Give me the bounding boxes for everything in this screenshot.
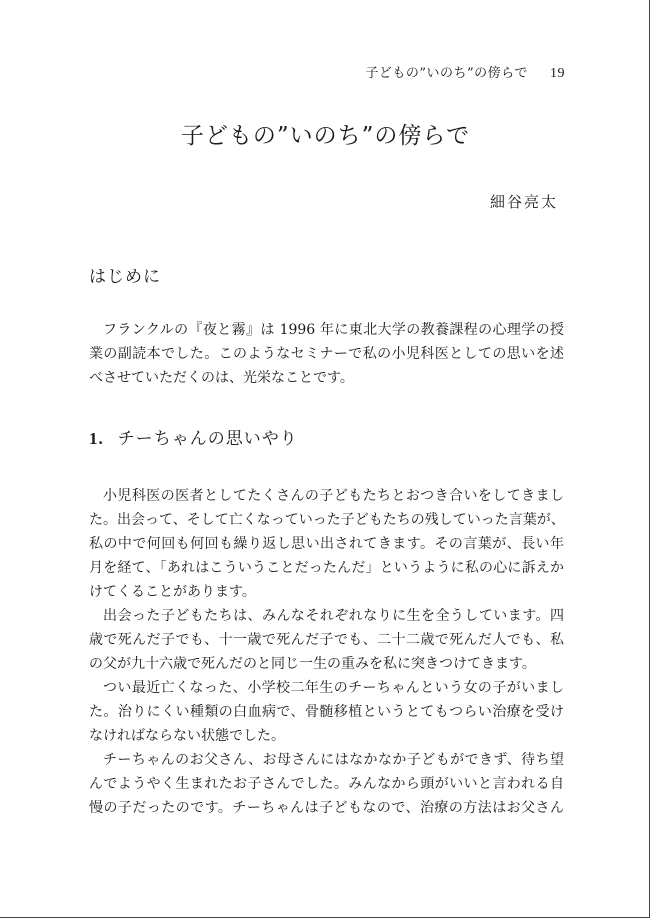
paragraph-1-2 (89, 604, 564, 676)
section-number: 1. (89, 429, 104, 448)
page-number: 19 (550, 66, 565, 81)
section-heading-1 (89, 424, 298, 449)
paragraph-line: んでようやく生まれたお子さんでした。みんなから頭がいいと言われる自 (89, 776, 564, 792)
section-heading-text: はじめに (89, 267, 161, 287)
section-heading-text: チーちゃんの思いやり (117, 429, 298, 449)
paragraph-line: た。出会って、そして亡くなっていった子どもたちの残していった言葉が、 (89, 512, 565, 528)
paragraph-line: つい最近亡くなった、小学校二年生のチーちゃんという女の子がいまし (103, 680, 564, 696)
paragraph-line: 出会った子どもたちは、みんなそれぞれなりに生を全うしています。四 (103, 608, 564, 624)
running-head (365, 62, 565, 82)
paragraph-line: 小児科医の医者としてたくさんの子どもたちとおつき合いをしてきまし (103, 488, 564, 504)
paragraph-line: 慢の子だったのです。チーちゃんは子どもなので、治療の方法はお父さん (89, 800, 564, 816)
paragraph-line: けてくることがあります。 (89, 584, 256, 600)
paragraph-line: べさせていただくのは、光栄なことです。 (89, 370, 354, 386)
paragraph-1-4 (89, 748, 564, 820)
paragraph-line: 月を経て、「あれはこういうことだったんだ」というように私の心に訴えか (89, 560, 564, 576)
author-name: 細谷亮太 (489, 193, 558, 211)
running-head-title: 子どもの”いのち”の傍らで (365, 66, 528, 81)
article-title: 子どもの”いのち”の傍らで (180, 123, 471, 149)
paragraph-line: なければならない状態でした。 (89, 728, 285, 744)
paragraph-1-3 (89, 676, 564, 748)
paragraph-intro-1 (89, 318, 564, 390)
paragraph-line: 私の中で何回も何回も繰り返し思い出されてきます。その言葉が、長い年 (89, 536, 564, 552)
paragraph-line: 業の副読本でした。このようなセミナーで私の小児科医としての思いを述 (89, 346, 564, 362)
paragraph-line: フランクルの『夜と霧』は 1996 年に東北大学の教養課程の心理学の授 (103, 322, 564, 338)
paragraph-line: た。治りにくい種類の白血病で、骨髄移植というとてもつらい治療を受け (89, 704, 564, 720)
section-heading-introduction (89, 262, 161, 287)
paragraph-line: の父が九十六歳で死んだのと同じ一生の重みを私に突きつけてきます。 (89, 656, 536, 672)
paragraph-1-1 (89, 484, 564, 604)
paragraph-line: 歳で死んだ子でも、十一歳で死んだ子でも、二十二歳で死んだ人でも、私 (89, 632, 564, 648)
paragraph-line: チーちゃんのお父さん、お母さんにはなかなか子どもができず、待ち望 (103, 752, 564, 768)
